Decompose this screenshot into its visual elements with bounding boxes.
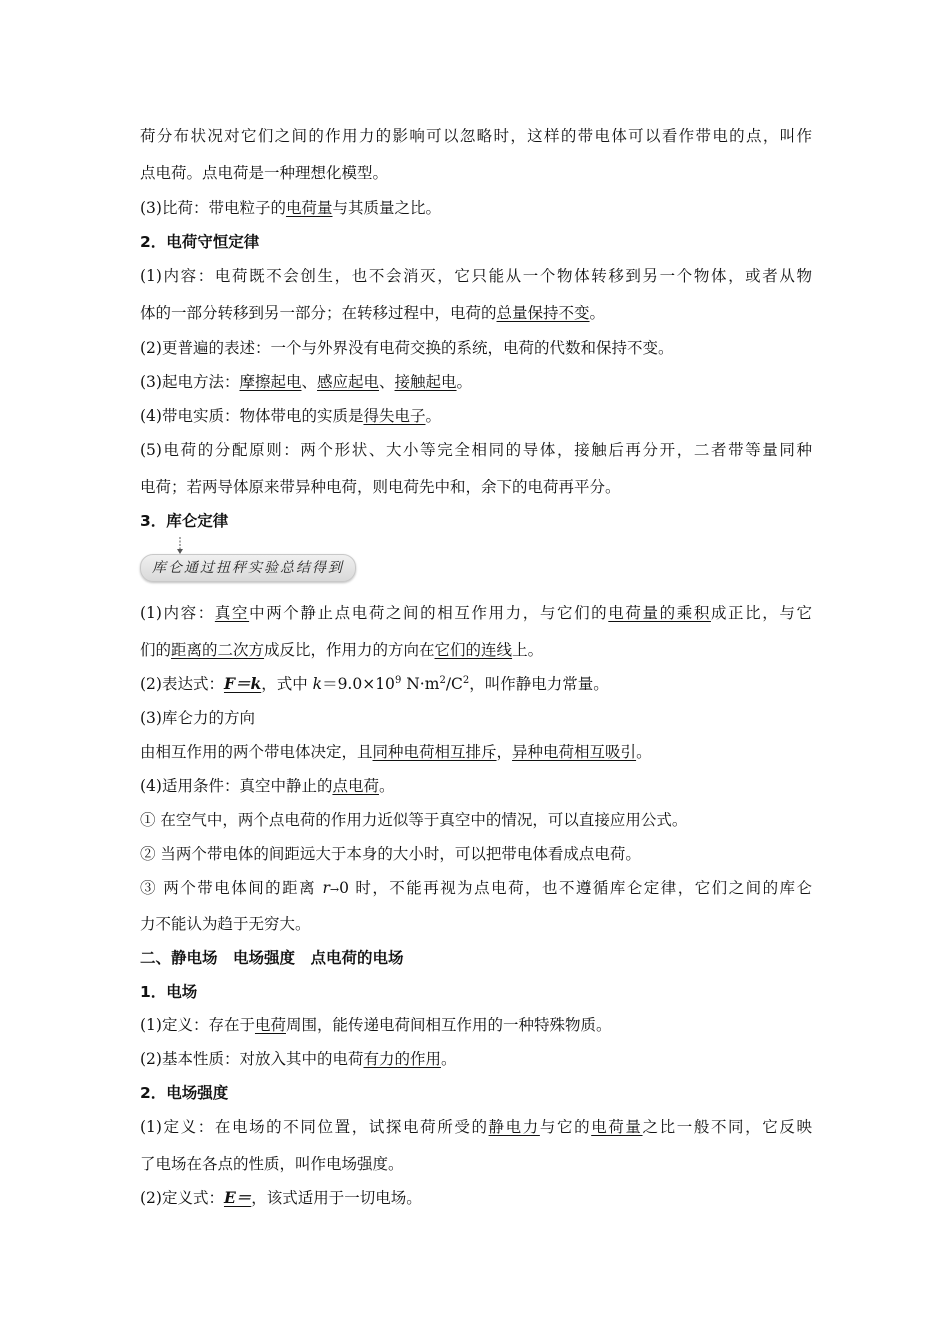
superscript: 2 xyxy=(462,675,470,686)
section-heading xyxy=(140,231,812,253)
text: 体的一部分转移到另一部分；在转移过程中，电荷的 xyxy=(140,304,497,322)
text: (3)库仑力的方向 xyxy=(140,709,255,727)
text: 力不能认为趋于无穷大。 xyxy=(140,915,311,933)
paragraph-line xyxy=(140,843,812,865)
text: (1)定义：存在于 xyxy=(140,1016,255,1034)
text: 电荷；若两导体原来带异种电荷，则电荷先中和，余下的电荷再平分。 xyxy=(140,478,621,496)
paragraph-line xyxy=(140,405,812,427)
text: (2)更普遍的表述：一个与外界没有电荷交换的系统，电荷的代数和保持不变。 xyxy=(140,339,674,357)
text: 与其质量之比。 xyxy=(332,199,441,217)
variable: r xyxy=(322,879,330,897)
variable: k xyxy=(312,675,323,693)
text: 周围，能传递电荷间相互作用的一种特殊物质。 xyxy=(285,1016,612,1034)
paragraph-line xyxy=(140,741,812,763)
text: 成反比，作用力的方向在 xyxy=(264,641,435,659)
heading-text: 2．电荷守恒定律 xyxy=(140,233,260,251)
underlined-term: 距离的二次方 xyxy=(171,641,265,659)
underlined-term: 电荷量 xyxy=(285,199,333,217)
paragraph-line xyxy=(140,162,812,184)
paragraph-line xyxy=(140,439,812,461)
text: 、 xyxy=(301,373,317,391)
text: 。 xyxy=(636,743,652,761)
formula: F＝k xyxy=(223,674,262,693)
text: 上。 xyxy=(512,641,544,659)
text: N·m xyxy=(401,675,440,693)
underlined-term: 静电力 xyxy=(488,1118,540,1136)
text: ，该式适用于一切电场。 xyxy=(251,1189,422,1207)
text: 。 xyxy=(425,407,441,425)
paragraph-line xyxy=(140,476,812,498)
paragraph-line xyxy=(140,1014,812,1036)
text: ，叫作静电力常量。 xyxy=(469,675,609,693)
callout-banner xyxy=(140,554,356,582)
text: ① 在空气中，两个点电荷的作用力近似等于真空中的情况，可以直接应用公式。 xyxy=(140,811,688,829)
text: (4)带电实质：物体带电的实质是 xyxy=(140,407,364,425)
heading-text: 1．电场 xyxy=(140,983,198,1001)
superscript: 9 xyxy=(394,675,402,686)
paragraph-line xyxy=(140,913,812,935)
text: 了电场在各点的性质，叫作电场强度。 xyxy=(140,1155,404,1173)
text: 成正比，与它 xyxy=(710,604,812,622)
banner-text: 库仑通过扭秤实验总结得到 xyxy=(152,560,344,576)
section-heading xyxy=(140,510,812,532)
text: 点电荷。点电荷是一种理想化模型。 xyxy=(140,164,389,182)
text: 荷分布状况对它们之间的作用力的影响可以忽略时，这样的带电体可以看作带电的点，叫作 xyxy=(140,127,812,145)
underlined-term: 它们的连线 xyxy=(434,641,513,659)
arrow-symbol: → xyxy=(329,883,340,896)
underlined-term: 电荷 xyxy=(254,1016,286,1034)
underlined-term: 点电荷 xyxy=(332,777,379,795)
paragraph-line xyxy=(140,639,812,661)
text: 中两个静止点电荷之间的相互作用力，与它们的 xyxy=(249,604,609,622)
paragraph-line xyxy=(140,1048,812,1070)
paragraph-line xyxy=(140,371,812,393)
underlined-term: 电荷量 xyxy=(591,1118,643,1136)
underlined-term: 电荷量的乘积 xyxy=(608,604,711,622)
paragraph-line xyxy=(140,265,812,287)
arrow-down-icon xyxy=(176,537,184,555)
text: 与它的 xyxy=(539,1118,592,1136)
paragraph-line xyxy=(140,1116,812,1138)
underlined-term: 得失电子 xyxy=(363,407,426,425)
text: (2)基本性质：对放入其中的电荷 xyxy=(140,1050,364,1068)
paragraph-line xyxy=(140,775,812,797)
paragraph-line xyxy=(140,707,812,729)
text: 之比一般不同，它反映 xyxy=(642,1118,812,1136)
text: 、 xyxy=(379,373,395,391)
paragraph-line xyxy=(140,602,812,624)
section-heading xyxy=(140,981,812,1003)
underlined-term: 摩擦起电 xyxy=(239,373,302,391)
paragraph-line xyxy=(140,1187,812,1209)
text: (3)起电方法： xyxy=(140,373,240,391)
text: (3)比荷：带电粒子的 xyxy=(140,199,286,217)
underlined-term: 真空 xyxy=(214,604,250,622)
text: (2)表达式： xyxy=(140,675,224,693)
underlined-term: 同种电荷相互排斥 xyxy=(372,743,497,761)
underlined-term: 总量保持不变 xyxy=(496,304,590,322)
text: 由相互作用的两个带电体决定，且 xyxy=(140,743,373,761)
text: ③ 两个带电体间的距离 xyxy=(140,879,323,897)
text: (1)定义：在电场的不同位置，试探电荷所受的 xyxy=(140,1118,489,1136)
underlined-term: 接触起电 xyxy=(394,373,457,391)
text: (1)内容：电荷既不会创生，也不会消灭，它只能从一个物体转移到另一个物体，或者从物 xyxy=(140,267,812,285)
paragraph-line xyxy=(140,302,812,324)
text: ， xyxy=(496,743,513,761)
text: ，式中 xyxy=(261,675,313,693)
text: (2)定义式： xyxy=(140,1189,224,1207)
formula: E＝ xyxy=(223,1188,252,1207)
text: 。 xyxy=(440,1050,457,1068)
paragraph-line xyxy=(140,877,812,901)
underlined-term: 感应起电 xyxy=(317,373,380,391)
text: 。 xyxy=(456,373,473,391)
text: 。 xyxy=(378,777,395,795)
text: ＝9.0×10 xyxy=(322,675,395,693)
superscript: 2 xyxy=(439,675,446,686)
paragraph-line xyxy=(140,1153,812,1175)
paragraph-line xyxy=(140,673,812,695)
text: /C xyxy=(445,675,463,693)
underlined-term: 有力的作用 xyxy=(363,1050,441,1068)
section-heading xyxy=(140,1082,812,1104)
text: (1)内容： xyxy=(140,604,215,622)
paragraph-line xyxy=(140,809,812,831)
section-heading xyxy=(140,947,812,969)
text: 。 xyxy=(589,304,606,322)
text: (5)电荷的分配原则：两个形状、大小等完全相同的导体，接触后再分开，二者带等量同种 xyxy=(140,441,812,459)
heading-text: 二、静电场 电场强度 点电荷的电场 xyxy=(140,949,404,967)
paragraph-line xyxy=(140,197,812,219)
heading-text: 3．库仑定律 xyxy=(140,512,229,530)
underlined-term: 异种电荷相互吸引 xyxy=(512,743,637,761)
text: 0 时，不能再视为点电荷，也不遵循库仑定律，它们之间的库仑 xyxy=(339,879,812,897)
text: (4)适用条件：真空中静止的 xyxy=(140,777,333,795)
heading-text: 2．电场强度 xyxy=(140,1084,229,1102)
text: ② 当两个带电体的间距远大于本身的大小时，可以把带电体看成点电荷。 xyxy=(140,845,641,863)
paragraph-line xyxy=(140,337,812,359)
text: 们的 xyxy=(140,641,172,659)
paragraph-line xyxy=(140,125,812,147)
